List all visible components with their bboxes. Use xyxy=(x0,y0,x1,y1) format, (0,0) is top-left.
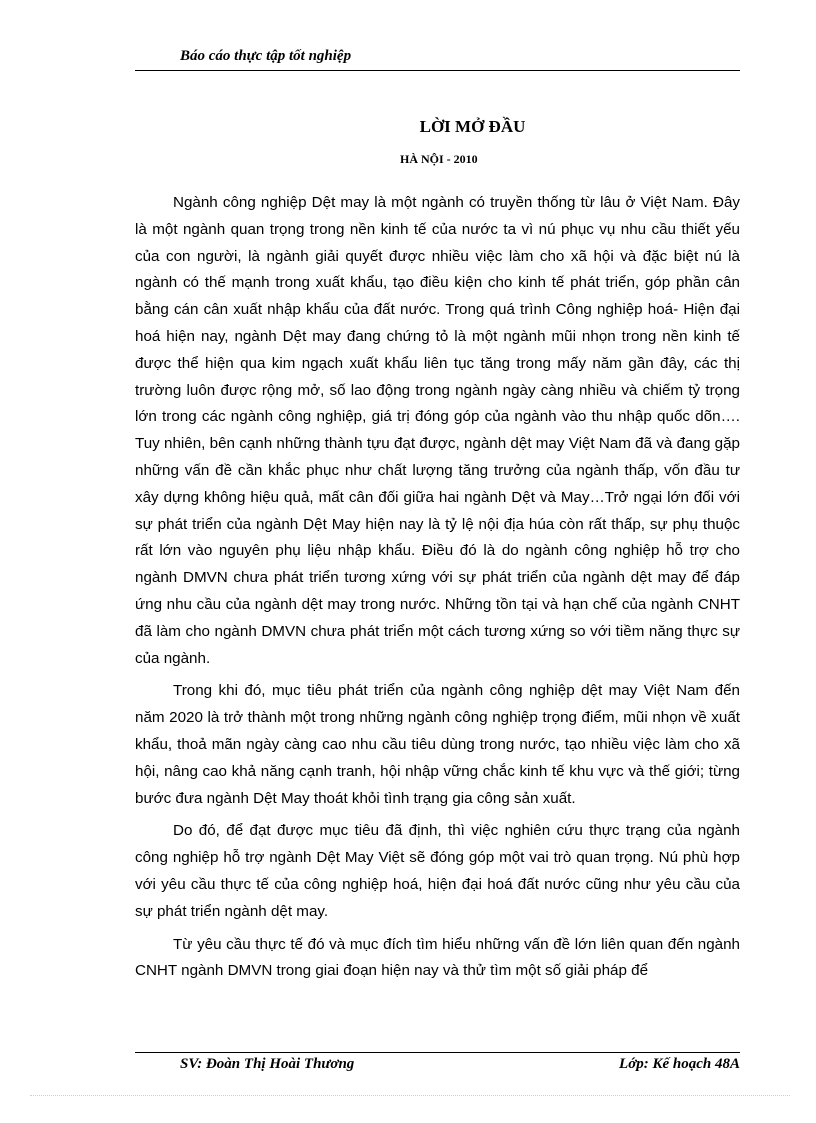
page-title: LỜI MỞ ĐẦU xyxy=(419,117,526,136)
footer-divider xyxy=(135,1052,740,1053)
paragraph: Ngành công nghiệp Dệt may là một ngành có truyền thống từ lâu ở Việt Nam. Đây là một ngành quan trọng trong nền kinh tế của nước ta vì nú phục vụ nhu cầu thiết yếu của con người, là ngành giải quyết được nhiều việc làm cho xã hội và đặc biệt nú là ngành có thế mạnh trong xuất khẩu, tạo điều kiện cho kinh tế phát triển, góp phần cân bằng cán cân xuất nhập khẩu của đất nước. Trong quá trình Công nghiệp hoá- Hiện đại hoá hiện nay, ngành Dệt may đang chứng tỏ là một ngành mũi nhọn trong nền kinh tế được thể hiện qua kim ngạch xuất khẩu liên tục tăng trong mấy năm gần đây, các thị trường luôn được rộng mở, số lao động trong ngành ngày càng nhiều và chiếm tỷ trọng lớn trong các ngành công nghiệp, giá trị đóng góp của ngành vào thu nhập quốc dõn…. Tuy nhiên, bên cạnh những thành tựu đạt được, ngành dệt may Việt Nam đã và đang gặp những vấn đề cần khắc phục như chất lượng tăng trưởng của ngành thấp, vốn đầu tư xây dựng không hiệu quả, mất cân đối giữa hai ngành Dệt và May…Trở ngại lớn đối với sự phát triển của ngành Dệt May hiện nay là tỷ lệ nội địa húa còn rất thấp, sự phụ thuộc rất lớn vào nguyên phụ liệu nhập khẩu. Điều đó là do ngành công nghiệp hỗ trợ cho ngành DMVN chưa phát triển tương xứng với sự phát triển của ngành dệt may để đáp ứng nhu cầu của ngành dệt may trong nước. Những tồn tại và hạn chế của ngành CNHT đã làm cho ngành DMVN chưa phát triển một cách tương xứng so với tiềm năng thực sự của ngành. xyxy=(135,194,740,667)
header-title: Báo cáo thực tập tốt nghiệp xyxy=(180,48,352,64)
footer-student: SV: Đoàn Thị Hoài Thương xyxy=(180,1056,355,1072)
header-divider xyxy=(135,70,740,71)
page-edge-divider xyxy=(30,1095,790,1096)
paragraph: Do đó, để đạt được mục tiêu đã định, thì việc nghiên cứu thực trạng của ngành công nghiệp hỗ trợ ngành Dệt May Việt sẽ đóng góp một vai trò quan trọng. Nú phù hợp với yêu cầu thực tế của công nghiệp hoá, hiện đại hoá đất nước cũng như yêu cầu của sự phát triển ngành dệt may. xyxy=(135,822,740,920)
paragraph: Từ yêu cầu thực tế đó và mục đích tìm hiểu những vấn đề lớn liên quan đến ngành CNHT ngành DMVN trong giai đoạn hiện nay và thử tìm một số giải pháp để xyxy=(135,935,740,980)
paragraph: Trong khi đó, mục tiêu phát triển của ngành công nghiệp dệt may Việt Nam đến năm 2020 là trở thành một trong những ngành công nghiệp trọng điểm, mũi nhọn về xuất khẩu, thoả mãn ngày càng cao nhu cầu tiêu dùng trong nước, tạo nhiều việc làm cho xã hội, nâng cao khả năng cạnh tranh, hội nhập vững chắc kinh tế khu vực và thế giới; từng bước đưa ngành Dệt May thoát khỏi tình trạng gia công sản xuất. xyxy=(135,682,740,807)
footer-class: Lớp: Kế hoạch 48A xyxy=(619,1056,740,1072)
document-body xyxy=(135,190,740,991)
page-subtitle: HÀ NỘI - 2010 xyxy=(400,152,478,166)
